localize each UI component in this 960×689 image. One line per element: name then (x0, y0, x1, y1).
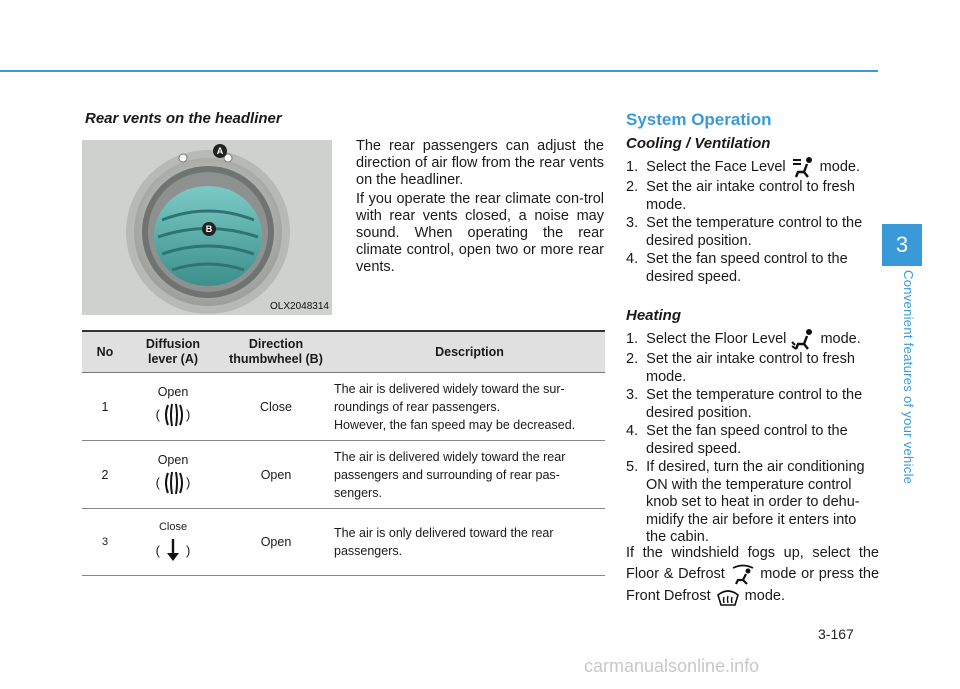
step-number: 2. (626, 179, 639, 195)
step-number: 1. (626, 158, 639, 175)
lever-cell (128, 509, 218, 576)
desc-line: However, the fan speed may be decreased. (334, 417, 576, 432)
header-description: Description (334, 331, 605, 373)
lever-icon-wrap (156, 535, 191, 565)
defrost-text-3: mode. (744, 587, 785, 604)
rear-vent-paragraph-2: If you operate the rear climate con-trol with rear vents closed, a noise may sound. When operating the rear climate control, open two or more rear vents. (356, 191, 604, 275)
lever-icon-wrap (156, 400, 191, 430)
face-level-mode-icon (790, 156, 816, 178)
desc-line: sengers. (334, 485, 382, 500)
page-number: 3-167 (818, 626, 854, 642)
section-heading-rear-vents: Rear vents on the headliner (85, 110, 282, 127)
step-number: 2. (626, 351, 639, 367)
step-number: 4. (626, 423, 639, 439)
rear-vent-photo (82, 140, 332, 315)
chapter-tab (882, 224, 922, 266)
step-number: 3. (626, 387, 639, 403)
paren-open: ( (155, 542, 160, 558)
direction-state: Open (218, 509, 334, 576)
header-lever-line1: Diffusion (145, 337, 201, 351)
rear-vent-paragraph-1: The rear passengers can adjust the direction of air flow from the rear vents on the headliner. (356, 138, 604, 188)
desc-line: The air is delivered widely toward the sur- (334, 381, 565, 396)
step-text: Set the temperature control to the desired position. (646, 387, 863, 421)
chapter-number: 3 (895, 232, 909, 257)
list-item (626, 328, 879, 350)
table-row (82, 509, 605, 576)
watermark: carmanualsonline.info (584, 656, 760, 676)
table-row (82, 373, 605, 441)
label-a-text: A (216, 146, 224, 156)
label-b-text: B (205, 224, 213, 234)
floor-defrost-mode-icon (730, 563, 756, 585)
direction-state: Open (218, 441, 334, 509)
step-number: 3. (626, 215, 639, 231)
header-direction-line1: Direction (248, 337, 304, 351)
list-item (626, 351, 879, 386)
straight-airflow-icon (162, 537, 184, 563)
lever-state: Open (157, 452, 189, 467)
header-lever-line2: lever (A) (147, 352, 199, 366)
spread-airflow-icon (162, 470, 184, 496)
step-text: Select the Floor Level (646, 330, 787, 347)
subheading-heating: Heating (626, 307, 682, 324)
lever-state: Open (157, 384, 189, 399)
defrost-paragraph (626, 545, 879, 607)
list-item (626, 251, 879, 286)
list-item (626, 423, 879, 458)
defrost-text-1: If the windshield fogs up, select the Floor & Defrost (626, 545, 879, 582)
heating-steps (626, 328, 879, 548)
header-lever (128, 331, 218, 373)
step-text: mode. (820, 330, 861, 347)
subheading-cooling: Cooling / Ventilation (626, 135, 771, 152)
step-text: Set the temperature control to the desired position. (646, 215, 863, 249)
chapter-title: Convenient features of your vehicle (901, 270, 916, 485)
step-text: Set the air intake control to fresh mode. (646, 179, 855, 213)
row-description (334, 441, 605, 509)
row-description (334, 509, 605, 576)
header-no: No (82, 331, 128, 373)
label-b-marker (202, 222, 216, 236)
header-direction (218, 331, 334, 373)
direction-state: Close (218, 373, 334, 441)
step-text: Set the air intake control to fresh mode. (646, 351, 855, 385)
front-defrost-icon (715, 585, 741, 607)
desc-line: passengers. (334, 544, 403, 558)
spread-airflow-icon (162, 402, 184, 428)
step-number: 5. (626, 459, 639, 475)
lever-icon-wrap (156, 468, 191, 498)
desc-line: roundings of rear passengers. (334, 399, 501, 414)
header-direction-line2: thumbwheel (B) (229, 352, 323, 366)
paren-close: ) (186, 475, 191, 490)
row-number: 1 (82, 373, 128, 441)
list-item (626, 215, 879, 250)
row-number: 2 (82, 441, 128, 509)
row-number: 3 (82, 509, 128, 576)
paren-open: ( (155, 475, 160, 490)
step-number: 1. (626, 330, 639, 347)
lever-state: Close (158, 521, 188, 533)
section-heading-system-operation: System Operation (626, 110, 772, 129)
paren-close: ) (186, 407, 191, 422)
step-text: If desired, turn the air conditioning ON with the temperature control knob set to heat in order to dehu-midify the air before it enters into the cabin. (646, 459, 865, 545)
floor-level-mode-icon (790, 328, 816, 350)
desc-line: The air is only delivered toward the rear (334, 526, 554, 540)
defrost-text-2: mode or press the Front Defrost (626, 565, 880, 604)
paren-open: ( (155, 407, 160, 422)
lever-cell (128, 373, 218, 441)
list-item (626, 387, 879, 422)
step-text: mode. (819, 158, 860, 175)
table-header-row (82, 331, 605, 373)
list-item (626, 459, 879, 547)
row-description (334, 373, 605, 441)
step-text: Set the fan speed control to the desired speed. (646, 251, 848, 285)
desc-line: passengers and surrounding of rear pas- (334, 467, 560, 482)
label-a-marker (213, 144, 227, 158)
list-item (626, 156, 879, 178)
photo-code: OLX2048314 (270, 301, 329, 312)
step-text: Select the Face Level (646, 158, 786, 175)
step-number: 4. (626, 251, 639, 267)
step-text: Set the fan speed control to the desired speed. (646, 423, 848, 457)
cooling-steps (626, 156, 879, 287)
desc-line: The air is delivered widely toward the rear (334, 449, 566, 464)
top-rule (0, 70, 878, 72)
list-item (626, 179, 879, 214)
table-row (82, 441, 605, 509)
paren-close: ) (186, 542, 191, 558)
lever-cell (128, 441, 218, 509)
vent-settings-table (82, 330, 605, 576)
